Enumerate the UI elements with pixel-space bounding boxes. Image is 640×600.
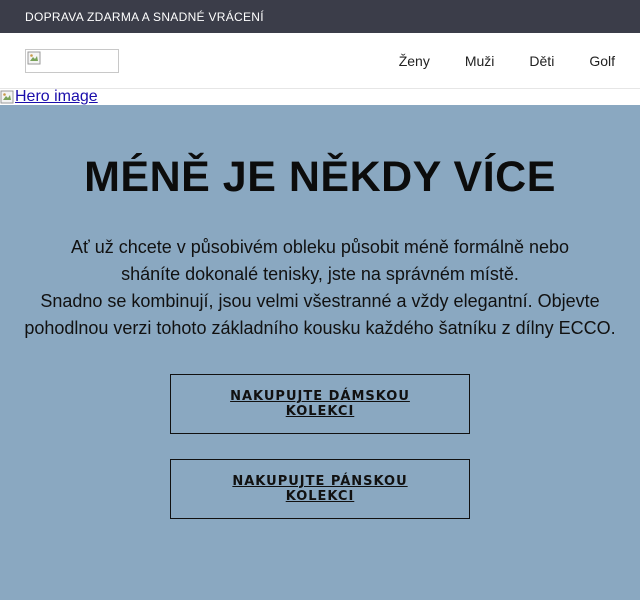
site-logo[interactable] xyxy=(25,49,119,73)
hero-section xyxy=(0,105,640,519)
nav-item-men[interactable]: Muži xyxy=(464,52,495,69)
hero-paragraph-2: Snadno se kombinují, jsou velmi všestranné a vždy elegantní. Objevte pohodlnou verzi tohoto základního kousku každého šatníku z dílny ECCO. xyxy=(24,291,616,338)
hero-image-link[interactable] xyxy=(0,89,640,105)
promo-text: DOPRAVA ZDARMA A SNADNÉ VRÁCENÍ xyxy=(25,9,264,24)
hero-description xyxy=(20,234,620,342)
shop-women-button[interactable]: NAKUPUJTE DÁMSKOU KOLEKCI xyxy=(170,374,470,434)
hero-image-alt: Hero image xyxy=(15,88,98,105)
nav-item-golf[interactable]: Golf xyxy=(589,52,615,69)
broken-image-icon xyxy=(0,90,14,104)
nav-item-women[interactable]: Ženy xyxy=(398,52,430,69)
hero-paragraph-1: Ať už chcete v působivém obleku působit méně formálně nebo sháníte dokonalé tenisky, jste na správném místě. xyxy=(70,237,570,284)
main-nav xyxy=(364,53,615,69)
shop-men-button[interactable]: NAKUPUJTE PÁNSKOU KOLEKCI xyxy=(170,459,470,519)
nav-item-kids[interactable]: Děti xyxy=(529,52,555,69)
site-header xyxy=(0,33,640,89)
broken-image-icon xyxy=(27,51,41,65)
hero-headline: MÉNĚ JE NĚKDY VÍCE xyxy=(84,153,556,201)
promo-bar xyxy=(0,0,640,33)
